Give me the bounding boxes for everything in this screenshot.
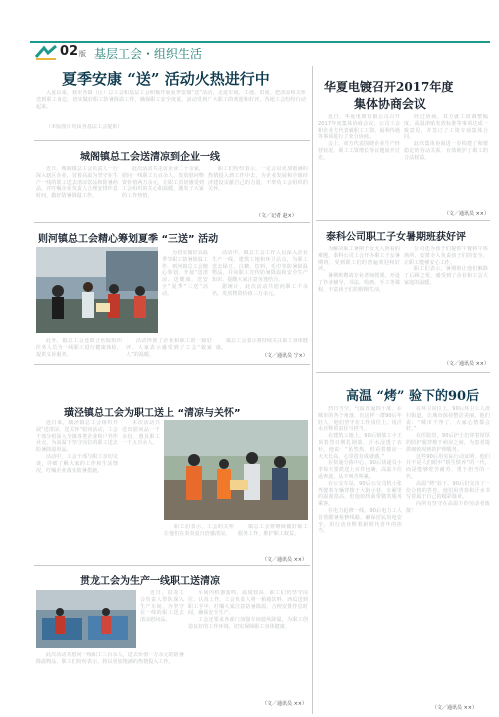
article-body-guanlong-col2: 车间内机器轰鸣、温度较高，职工们仍坚守岗位、认真工作。工会负责人将一箱箱饮料、西瓜送到职工手中，叮嘱大家注意防暑降温，合理安排作息时间，确保安全生产。 工会还要求各部门加强车间通风降温，为职工创造良好的工作环境，切实保障职工身体健康。	[188, 590, 308, 630]
article-body-zehe-col1: 为切实做好高温季节职工防暑降温工作，则河镇总工会精心筹划，开展“送清凉、送健康、送安全”夏季“三送”活动。	[162, 250, 208, 297]
article-body-zehe-col3: 此外，镇总工会还联合医院组织医务人员为一线职工进行健康体检，提供义诊服务。	[36, 338, 122, 358]
article-body-guanlong-col3: 此次活动共慰问一线职工三百余人，送去价值一万余元的防暑降温物品，职工们纷纷表示，将以更加饱满的热情投入工作。	[36, 652, 184, 665]
article-body-chengge-col2: 此次活动共走访企业二十余家，慰问一线职工五百余人，发放慰问物资价值两万余元，让职工真切感受到工会组织的关心和温暖，激发了大家的工作热情。	[122, 166, 204, 200]
photo-huangjing-condolence	[164, 420, 308, 520]
article-title-huangjing: 璜泾镇总工会为职工送上 “清凉与关怀”	[64, 408, 241, 419]
header-rule	[30, 41, 490, 43]
article-credit-huangjing: （文／通讯员 ××）	[262, 557, 307, 563]
section-divider	[34, 140, 310, 141]
newspaper-logo-icon	[34, 44, 58, 60]
article-credit-chengge: （文／记者 赵×）	[256, 213, 297, 219]
section-divider	[316, 220, 490, 221]
article-title-guanlong: 贯龙工会为生产一线职工送清凉	[80, 576, 220, 587]
article-credit-huaxia: （文／通讯员 ××）	[444, 211, 489, 217]
article-subtitle-huaxia: 集体协商会议	[354, 97, 427, 111]
section-divider	[34, 364, 310, 365]
article-title-zehe: 则河镇总工会精心筹划夏季 “三送” 活动	[38, 234, 219, 245]
article-credit-guanlong: （文／通讯员 ××）	[262, 701, 307, 707]
article-body-chengge-col3: 职工们纷纷表示，一定会以更加饱满的热情投入到工作中去，为企业发展和全镇经济建设贡献自己的力量，不辜负工会组织的关怀。	[208, 166, 308, 193]
page-number: 02	[60, 44, 79, 59]
article-body-taike-col2: 公司还为孩子们提供午餐和午休场所，安排专人负责孩子们的安全，让职工能够安心工作。 职工们表示，暑期班让他们解除了后顾之忧，感受到了企业和工会大家庭的温暖。	[404, 246, 488, 286]
article-body-summer-campaign: 入夏以来，我市各镇（区）总工会和基层工会积极开展夏季安康“送”活动，走进车间、工地、田间，把清凉和关怀送到职工身边，切实做好职工防暑降温工作，确保职工安全度夏，活动受到广大职工的欢迎和好评。各地工会纷纷行动起来。	[36, 90, 306, 110]
article-body-huaxia-col2: 经过协商，双方就工资调整幅度、高温津贴发放标准等事项达成一致意见，并签订了工资专项集体合同。 此次集体协商进一步构建了和谐稳定的劳动关系，有效维护了职工的合法权益。	[404, 114, 488, 161]
article-credit-summer-campaign: （本版图片均由各基层工会提供）	[46, 124, 123, 130]
article-body-90s-col2: 在环卫岗位上，90后环卫工人清扫街道，让城市保持整洁美丽。他们说：“城市干净了，大家心情都会好。” 在医院里，90后护士们穿着厚厚的防护服穿梭于病房之间，为患者提供细致周到的护理服务。 这些90后用实际行动证明，他们并不是人们眼中“娇生惯养”的一代，而是能够吃苦耐劳、勇于担当的一代。 高温“烤”验下，90后们交出了一份合格的答卷，他们用青春和汗水书写着属于自己的精彩篇章。 向所有坚守在高温下的劳动者致敬！	[406, 406, 490, 514]
article-title-summer-campaign: 夏季安康 “送” 活动火热进行中	[62, 70, 270, 88]
section-name: 基层工会・组织生活	[94, 47, 203, 61]
article-credit-90s: （文／通讯员 ××）	[432, 705, 477, 711]
article-body-guanlong-col1: 近日，贯龙工会负责人带队深入生产车间，为坚守在一线的职工送去清凉慰问品。	[140, 590, 184, 624]
article-body-chengge-col1: 近日，城阁镇总工会负责人一行深入辖区企业，冒着高温为坚守在生产一线的职工送去清凉饮品和防暑药品，并叮嘱企业负责人合理安排作息时间，做好防暑降温工作。	[36, 166, 118, 200]
article-body-zehe-col4: 活动得到了企业和职工的一致好评，大家表示感受到了工会“娘家人”的温暖。	[126, 338, 212, 358]
article-title-chengge: 城阁镇总工会送清凉到企业一线	[80, 152, 220, 163]
article-body-huangjing-col2: 本次活动共送出慰问品一千余份，惠及职工一千五百余人。	[122, 420, 160, 447]
page-unit: 版	[79, 50, 86, 58]
photo-guanlong-workshop	[36, 590, 136, 648]
article-body-taike-col1: 为解决职工暑期子女无人照看的难题，泰科公司工会开办职工子女暑期班，受到职工们的普遍欢迎和好评。 暑期班聘请专业老师授课，开设了作业辅导、书法、绘画、手工等课程，丰富孩子们的假期生活。	[318, 246, 400, 293]
article-body-huangjing-col4: 镇总工会将继续做好职工服务工作，维护职工权益。	[238, 524, 308, 537]
section-divider	[34, 565, 310, 566]
article-credit-zehe: （文／通讯员 宁×）	[262, 353, 308, 359]
section-divider	[316, 372, 490, 373]
article-title-90s: 高温 “烤” 验下的90后	[346, 389, 480, 404]
article-body-huangjing-col1: 连日来，璜泾镇总工会组织开展“送清凉、送关怀”慰问活动，工会干部分组深入全镇各类企业和户外作业点，为高温下坚守岗位的职工送去防暑降温用品。 活动中，工会干部与职工亲切交谈，详细了解大家的工作和生活情况，叮嘱企业落实防暑措施。	[36, 420, 118, 474]
section-divider	[34, 222, 310, 223]
article-body-huaxia-col1: 近日，华夏电镀有限公司召开2017年度集体协商会议，公司工会和企业方代表就职工工资、福利待遇等事项进行了充分协商。 会上，双方代表围绕企业生产经营状况、职工工资增长等议题展开讨论。	[318, 114, 400, 161]
article-title-taike: 泰科公司职工子女暑期班获好评	[326, 232, 466, 243]
article-body-zehe-col5: 镇总工会表示将持续关注职工身体健康。	[216, 338, 308, 351]
photo-zehe-condolence	[36, 247, 158, 333]
article-title-huaxia: 华夏电镀召开2017年度	[324, 80, 454, 94]
article-body-90s-col1: 烈日当空，气温直逼四十度。在城市的各个角落，有这样一群90后年轻人，他们坚守在工作岗位上，用汗水诠释着责任与担当。 在建筑工地上，90后钢筋工小王顶着烈日绑扎钢筋，汗水浸透了衣衫。他说：“虽然热，但看着楼房一天天长高，心里很有成就感。” 在快递分拣中心，90后快递员小李每天要派送上百件包裹，高温下往返奔波，从不叫苦叫累。 在公交车站，90后公交司机小张驾驶着车辆穿梭于大街小巷，车厢里的温度很高，但他始终面带微笑服务乘客。 在电力抢修一线，90后电力工人冒着酷暑检修线路，确保居民用电安全，用行动诠释着新时代青年的担当。	[318, 406, 402, 535]
article-body-zehe-col2: 活动中，镇总工会工作人员深入企业生产一线、建筑工地和环卫站点，为职工送去绿豆、白糖、饮料、毛巾等防暑降温物品，并向职工宣传防暑降温和安全生产知识，提醒大家注意劳逸结合。 据统计，此次活动共慰问职工千余名，发放物资价值三万余元。	[212, 250, 308, 297]
article-credit-taike: （文／通讯员 ××）	[444, 361, 489, 367]
article-body-huangjing-col3: 职工们表示，工会的关怀让他们在炎炎夏日倍感清凉。	[164, 524, 234, 537]
column-divider	[312, 66, 313, 714]
